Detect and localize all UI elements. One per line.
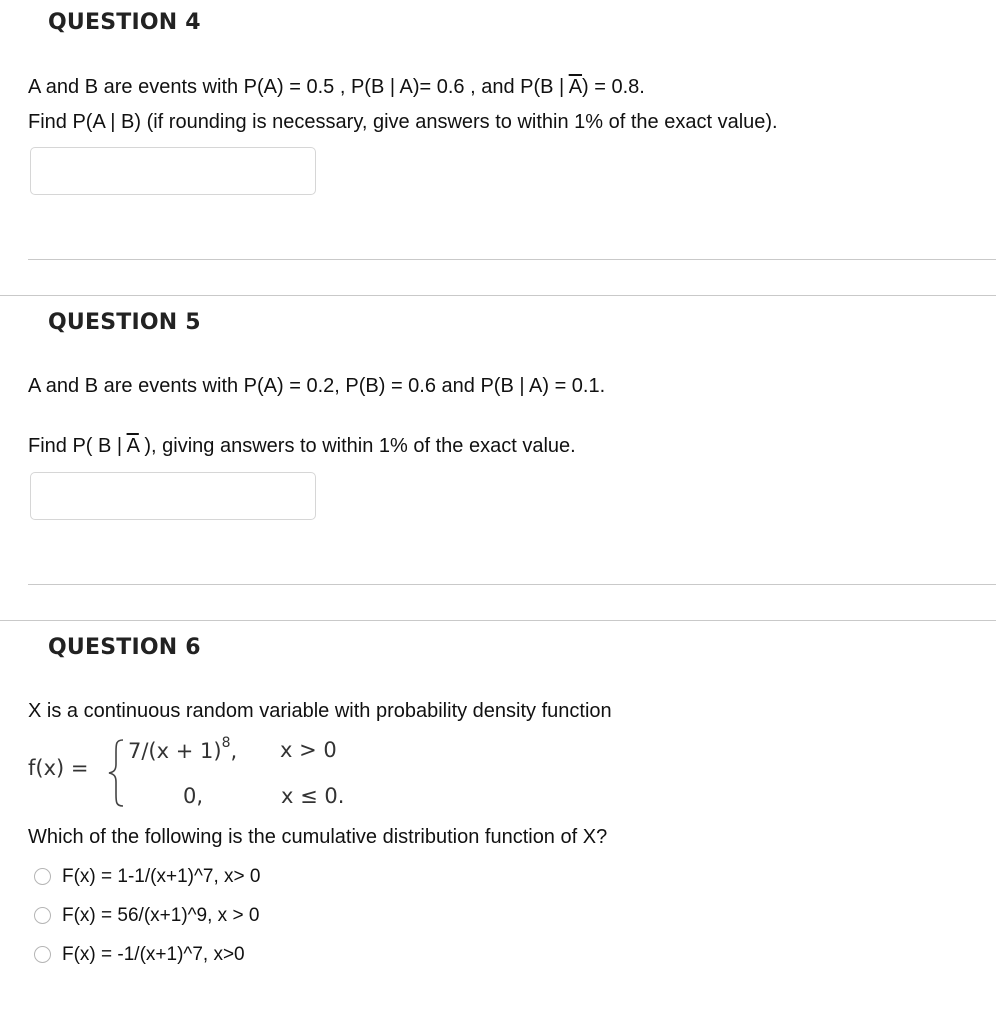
question-5-answer-input[interactable] xyxy=(30,472,316,520)
divider xyxy=(28,259,996,260)
question-6-prompt: Which of the following is the cumulative distribution function of X? xyxy=(28,826,608,848)
question-4-title: QUESTION 4 xyxy=(48,10,201,35)
question-5-statement: A and B are events with P(A) = 0.2, P(B) = 0.6 and P(B | A) = 0.1. xyxy=(28,375,606,397)
option-3[interactable] xyxy=(34,944,354,968)
question-5-prompt xyxy=(28,435,576,458)
question-4-statement-end: ) = 0.8. xyxy=(582,76,645,98)
question-separator xyxy=(0,620,996,621)
pdf-case-1-comma: , xyxy=(230,739,238,763)
question-5-prompt-text: Find P( B | xyxy=(28,435,127,457)
question-separator xyxy=(0,295,996,296)
question-5-title: QUESTION 5 xyxy=(48,310,201,335)
radio-button[interactable] xyxy=(34,946,51,963)
option-2[interactable] xyxy=(34,905,354,929)
question-4-answer-input[interactable] xyxy=(30,147,316,195)
a-complement-symbol: $\overline{A}$ xyxy=(568,76,583,98)
a-complement-symbol: $\overline{A}$ xyxy=(126,435,139,457)
radio-button[interactable] xyxy=(34,868,51,885)
question-5-prompt-end: ), giving answers to within 1% of the exact value. xyxy=(138,435,576,457)
question-4-statement xyxy=(28,76,645,99)
radio-button[interactable] xyxy=(34,907,51,924)
question-4-prompt: Find P(A | B) (if rounding is necessary, give answers to within 1% of the exact value). xyxy=(28,111,778,133)
pdf-case-2-expression: 0, xyxy=(183,784,204,808)
option-1[interactable] xyxy=(34,866,354,890)
pdf-case-1-expression xyxy=(128,735,238,763)
pdf-case-1-expr: 7/(x + 1) xyxy=(128,739,222,763)
option-1-label: F(x) = 1-1/(x+1)^7, x> 0 xyxy=(62,866,261,887)
divider xyxy=(28,584,996,585)
option-3-label: F(x) = -1/(x+1)^7, x>0 xyxy=(62,944,245,965)
question-4-statement-text: A and B are events with P(A) = 0.5 , P(B | A)= 0.6 , and P(B | xyxy=(28,76,569,98)
pdf-case-1-condition: x > 0 xyxy=(280,738,337,762)
option-2-label: F(x) = 56/(x+1)^9, x > 0 xyxy=(62,905,260,926)
pdf-case-2-condition: x ≤ 0. xyxy=(281,784,345,808)
pdf-case-1-exponent: 8 xyxy=(221,735,231,751)
pdf-lhs: f(x) = xyxy=(28,756,89,780)
question-6-title: QUESTION 6 xyxy=(48,635,201,660)
brace-icon xyxy=(107,738,127,808)
question-6-intro: X is a continuous random variable with probability density function xyxy=(28,700,612,722)
